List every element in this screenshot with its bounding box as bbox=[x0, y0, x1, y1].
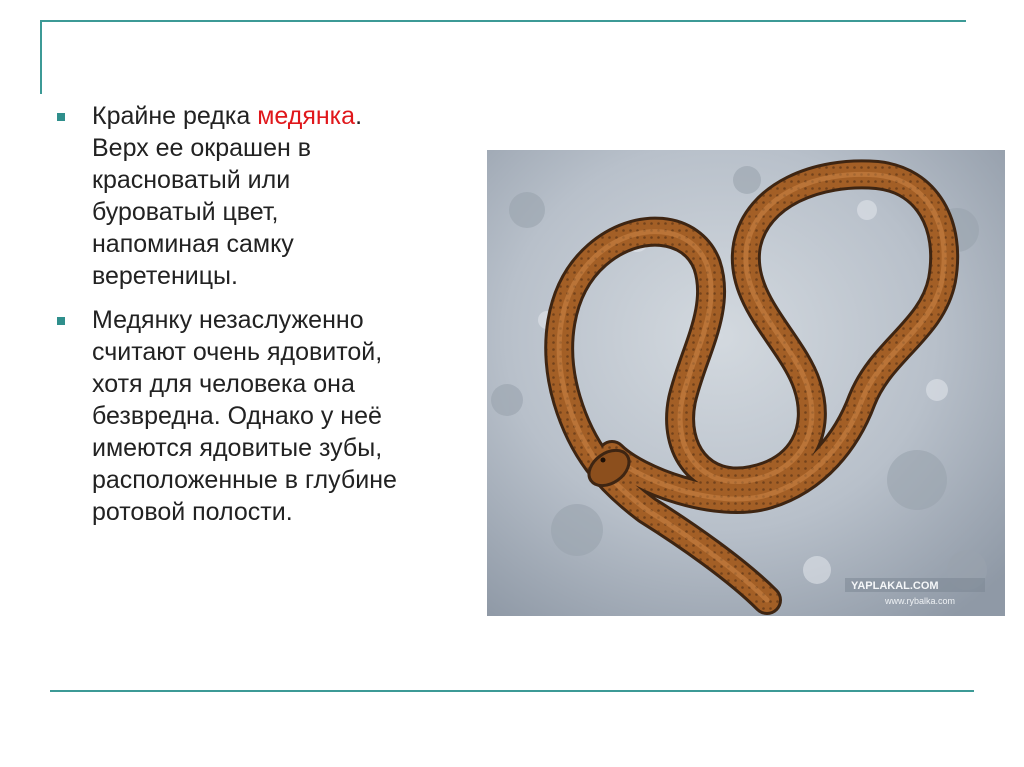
slide-text bbox=[52, 100, 482, 540]
bullet-line: красноватый или bbox=[92, 166, 291, 194]
bullet-square-icon bbox=[57, 317, 65, 325]
bottom-rule bbox=[50, 690, 974, 692]
bullet-line: считают очень ядовитой, bbox=[92, 338, 383, 366]
bullet-line: ротовой полости. bbox=[92, 498, 293, 526]
bullet-line: безвредна. Однако у неё bbox=[92, 402, 382, 430]
bullet-line: напоминая самку bbox=[92, 230, 294, 258]
bullet-line: Верх ее окрашен в bbox=[92, 134, 312, 162]
snake-photo bbox=[487, 150, 1005, 616]
snake-photo-illustration bbox=[487, 150, 1005, 616]
bullet-square-icon bbox=[57, 113, 65, 121]
watermark-title: YAPLAKAL.COM bbox=[851, 580, 939, 592]
line-text: Крайне редка bbox=[92, 102, 258, 130]
top-rule bbox=[40, 20, 966, 22]
bullet-line: хотя для человека она bbox=[92, 370, 355, 398]
line-text: . bbox=[355, 102, 363, 130]
bullet-line: веретеницы. bbox=[92, 262, 238, 290]
bullet-line: расположенные в глубине bbox=[92, 466, 397, 494]
left-rule bbox=[40, 20, 42, 94]
bullet-item bbox=[52, 100, 482, 292]
bullet-line: буроватый цвет, bbox=[92, 198, 279, 226]
bullet-item bbox=[52, 304, 482, 528]
highlight-term: медянка bbox=[257, 102, 356, 130]
watermark-url: www.rybalka.com bbox=[885, 596, 956, 606]
bullet-line bbox=[92, 100, 482, 132]
bullet-line: Медянку незаслуженно bbox=[92, 306, 364, 334]
bullet-line: имеются ядовитые зубы, bbox=[92, 434, 383, 462]
